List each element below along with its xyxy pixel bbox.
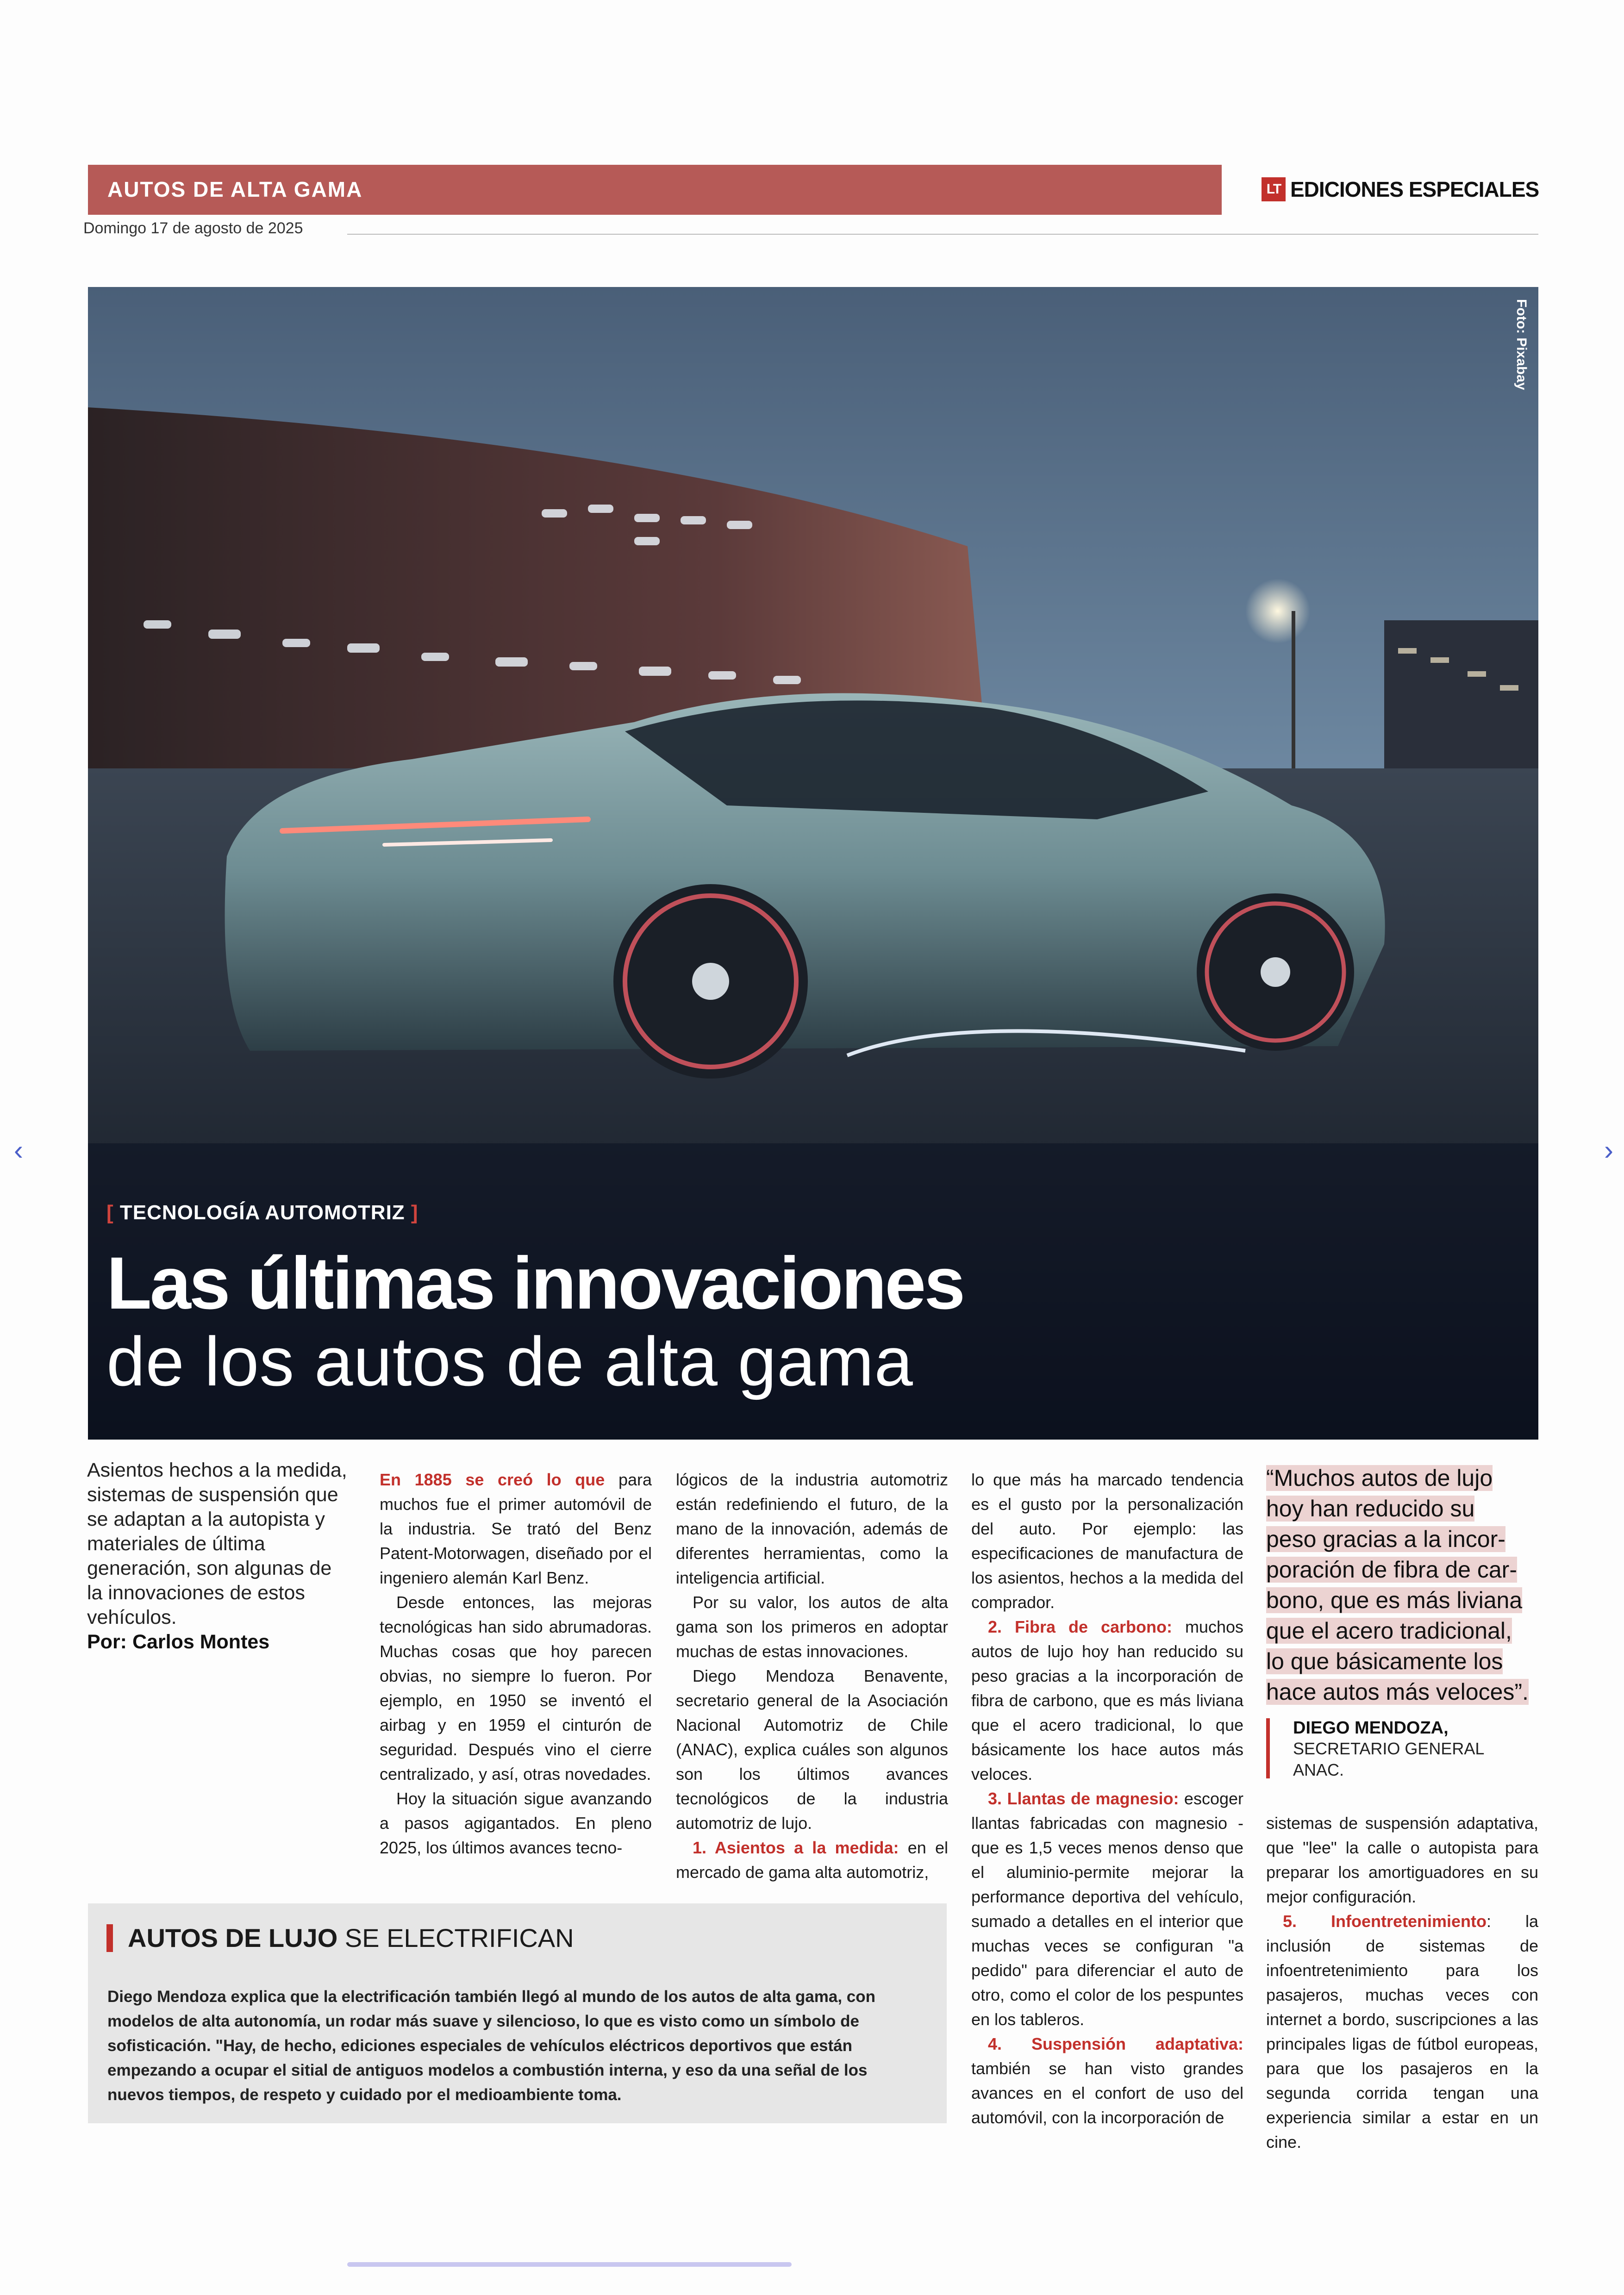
brand [1262,175,1539,204]
chevron-right-icon[interactable]: › [1604,1135,1613,1166]
paragraph: Hoy la situación sigue avanzando a pasos agigantados. En pleno 2025, los últimos avances tecno- [380,1789,652,1857]
article-column-3 [971,1467,1243,2130]
kicker-bracket-close: ] [411,1201,418,1224]
horizontal-scrollbar[interactable] [347,2262,792,2267]
sidebar-title [106,1924,574,1952]
paragraph: para muchos fue el primer automóvil de la industria. Se trató del Benz Patent-Motorwagen, diseñado por el ingeniero alemán Karl Benz. [380,1470,652,1587]
publication-date: Domingo 17 de agosto de 2025 [83,219,303,237]
quote-line: bono, que es más liviana [1266,1587,1523,1613]
quote-line: lo que básicamente los [1266,1648,1503,1674]
quote-role: SECRETARIO GENERAL [1293,1739,1485,1758]
paragraph: lo que más ha marcado tendencia es el gusto por la personalización del auto. Por ejemplo: las especificaciones de manufactura de los asientos, hechos a la medida del comprador. [971,1470,1243,1612]
sidebar-box [88,1903,947,2123]
article-column-4 [1266,1811,1538,2154]
kicker-text: TECNOLOGÍA AUTOMOTRIZ [119,1201,405,1224]
chevron-left-icon[interactable]: ‹ [14,1135,23,1166]
paragraph: Diego Mendoza Benavente, secretario general de la Asociación Nacional Automotriz de Chile (ANAC), explica cuáles son algunos son los últimos avances tecnológicos de la industria automotriz de lujo. [676,1666,948,1833]
lead-in: En 1885 se creó lo que [380,1470,605,1489]
divider [347,234,1538,235]
sidebar-body: Diego Mendoza explica que la electrificación también llegó al mundo de los autos de alta gama, con modelos de alta autonomía, un rodar más suave y silencioso, lo que es visto como un símbolo de sofisticación. "Hay, de hecho, ediciones especiales de vehículos eléctricos deportivos que están empezando a ocupar el sitial de antiguos modelos a combustión interna, y eso da una señal de los nuevos tiempos, de respeto y cuidado por el medioambiente toma. [107,1988,875,2104]
quote-line: que el acero tradicional, [1266,1618,1512,1644]
section-header-bar [88,165,1222,215]
paragraph: también se han visto grandes avances en el confort de uso del automóvil, con la incorporación de [971,2059,1243,2127]
brand-name: EDICIONES ESPECIALES [1290,177,1539,201]
quote-line: hoy han reducido su [1266,1496,1475,1522]
kicker [106,1201,418,1224]
byline: Por: Carlos Montes [87,1631,270,1653]
paragraph: en el mercado de gama alta automotriz, [676,1838,948,1882]
quote-line: poración de fibra de car- [1266,1557,1517,1583]
quote-line: “Muchos autos de lujo [1266,1465,1493,1491]
paragraph: Por su valor, los autos de alta gama son los primeros en adoptar muchas de estas innovaciones. [676,1593,948,1661]
list-heading: 4. Suspensión adaptativa: [988,2034,1243,2053]
list-heading: 3. Llantas de magnesio: [988,1789,1179,1808]
list-heading: 2. Fibra de carbono: [988,1617,1172,1636]
sidebar-title-bold: AUTOS DE LUJO [128,1923,338,1952]
lede-text: Asientos hechos a la medida, sistemas de suspensión que se adaptan a la autopista y materiales de última generación, son algunas de la innovaciones de estos vehículos. [87,1459,347,1628]
headline: Las últimas innovaciones [106,1241,964,1324]
hero-image [88,287,1538,1440]
brand-logo: LT [1262,177,1286,201]
section-label: AUTOS DE ALTA GAMA [107,177,363,201]
pull-quote [1266,1463,1539,1707]
sidebar-title-rest: SE ELECTRIFICAN [337,1923,574,1952]
kicker-bracket-open: [ [106,1201,114,1224]
quote-role: ANAC. [1293,1760,1344,1779]
photo-credit: Foto: Pixabay [1514,299,1529,390]
paragraph: escoger llantas fabricadas con magnesio -que es 1,5 veces menos denso que el aluminio-permite mejorar la performance deportiva del vehículo, sumado a detalles en el interior que muchas veces se configuran "a pedido" para diferenciar el auto de otro, como el color de los pespuntes en los tableros. [971,1789,1243,2029]
lede [87,1458,351,1654]
paragraph: sistemas de suspensión adaptativa, que "lee" la calle o autopista para preparar los amortiguadores en su mejor configuración. [1266,1814,1538,1906]
quote-author: DIEGO MENDOZA, [1293,1718,1449,1738]
quote-line: peso gracias a la incor- [1266,1526,1505,1552]
article-column-1 [380,1467,652,1860]
article-column-2 [676,1467,948,1884]
paragraph: muchos autos de lujo hoy han reducido su peso gracias a la incorporación de fibra de carbono, que es más liviana que el acero tradicional, lo que básicamente los hace autos más veloces. [971,1617,1243,1784]
list-heading: 1. Asientos a la medida: [693,1838,899,1857]
paragraph: lógicos de la industria automotriz están redefiniendo el futuro, de la mano de la innovación, además de diferentes herramientas, como la inteligencia artificial. [676,1470,948,1587]
paragraph: : la inclusión de sistemas de infoentretenimiento para los pasajeros, muchas veces con internet a bordo, suscripciones a las principales ligas de fútbol europeas, para que los pasajeros en la segunda corrida tengan una experiencia similar a estar en un cine. [1266,1912,1538,2152]
list-heading: 5. Infoentretenimiento [1283,1912,1487,1931]
paragraph: Desde entonces, las mejoras tecnológicas han sido abrumadoras. Muchas cosas que hoy parecen obvias, no siempre lo fueron. Por ejemplo, en 1950 se inventó el airbag y en 1959 el cinturón de seguridad. Después vino el cierre centralizado, y así, otras novedades. [380,1593,652,1784]
quote-attribution [1266,1718,1484,1778]
headline-subtitle: de los autos de alta gama [106,1322,913,1400]
quote-line: hace autos más veloces”. [1266,1679,1529,1705]
